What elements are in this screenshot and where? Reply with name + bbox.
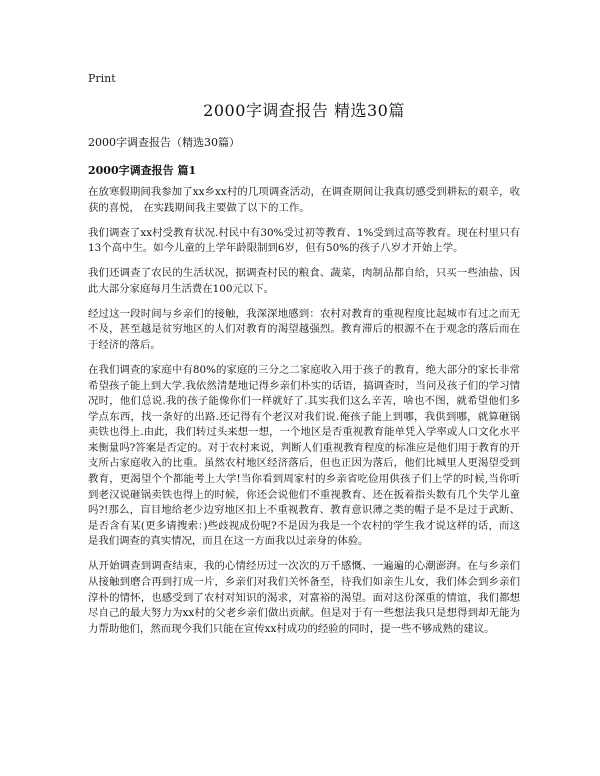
document-subtitle: 2000字调查报告（精选30篇）	[88, 136, 240, 149]
paragraph: 经过这一段时间与乡亲们的接触，我深深地感到：农村对教育的重视程度比起城市有过之而无不及，甚至越是贫穷地区的人们对教育的渴望越强烈。教育滞后的根源不在于观念的落后而在于经济的落后。	[88, 307, 520, 351]
page-title: 2000字调查报告 精选30篇	[203, 101, 405, 120]
document-body	[88, 185, 520, 647]
print-link[interactable]: Print	[88, 72, 116, 85]
paragraph: 我们还调查了农民的生活状况，据调查村民的粮食、蔬菜，肉制品都自给，只买一些油盐、因此大部分家庭每月生活费在100元以下。	[88, 267, 520, 295]
paragraph: 从开始调查到调查结束，我的心情经历过一次次的万千感慨、一遍遍的心潮澎湃。在与乡亲们从接触到磨合再到打成一片，乡亲们对我们关怀备至，待我们如亲生儿女，我们体会到乡亲们淳朴的情怀，也感受到了农村对知识的渴求，对富裕的渴望。面对这份深重的情谊，我们都想尽自己的最大努力为xx村的父老乡亲们做出贡献。但是对于有一些想法我只是想得到却无能为力帮助他们，然而现今我们只能在宣传xx村成功的经验的同时，提一些不够成熟的建议。	[88, 560, 520, 635]
paragraph: 在放寒假期间我参加了xx乡xx村的几项调查活动，在调查期间让我真切感受到耕耘的艰辛，收获的喜悦， 在实践期间我主要做了以下的工作。	[88, 186, 520, 214]
paragraph: 我们调查了xx村受教育状况.村民中有30%受过初等教育、1%受到过高等教育。现在村里只有13个高中生。如今儿童的上学年龄限制到6岁，但有50%的孩子八岁才开始上学。	[88, 226, 520, 255]
section-heading: 2000字调查报告 篇1	[88, 164, 197, 177]
paragraph: 在我们调查的家庭中有80%的家庭的三分之二家庭收入用于孩子的教育，绝大部分的家长非常希望孩子能上到大学.我依然清楚地记得乡亲们朴实的话语，搞调查时，当问及孩子们的学习情况时，他们总说.我的孩子能像你们一样就好了.其实我们这么辛苦，啥也不图，就希望他们多学点东西，找一条好的出路.还记得有个老汉对我们说.俺孩子能上到哪，我供到哪，就算砸锅卖铁也得上.由此，我们转过头来想一想，一个地区是否重视教育能单凭入学率或人口文化水平来衡量吗?答案是否定的。对于农村来说，判断人们重视教育程度的标准应是他们用于教育的开支所占家庭收入的比重。虽然农村地区经济落后，但也正因为落后，他们比城里人更渴望受到教育，更渴望个个都能考上大学!当你看到周家村的乡亲省吃俭用供孩子们上学的时候,当你听到老汉说砸锅卖铁也得上的时候，你还会说他们不重视教育、还在扳着指头数有几个失学儿童吗?!那么，盲目地给老少边穷地区扣上不重视教育、教育意识薄之类的帽子是不是过于武断、是否含有某(更多请搜索：)些歧视成份呢?不是因为我是一个农村的学生我才说这样的话，而这是我们调查的真实情况，而且在这一方面我以过亲身的体验。	[88, 363, 520, 548]
